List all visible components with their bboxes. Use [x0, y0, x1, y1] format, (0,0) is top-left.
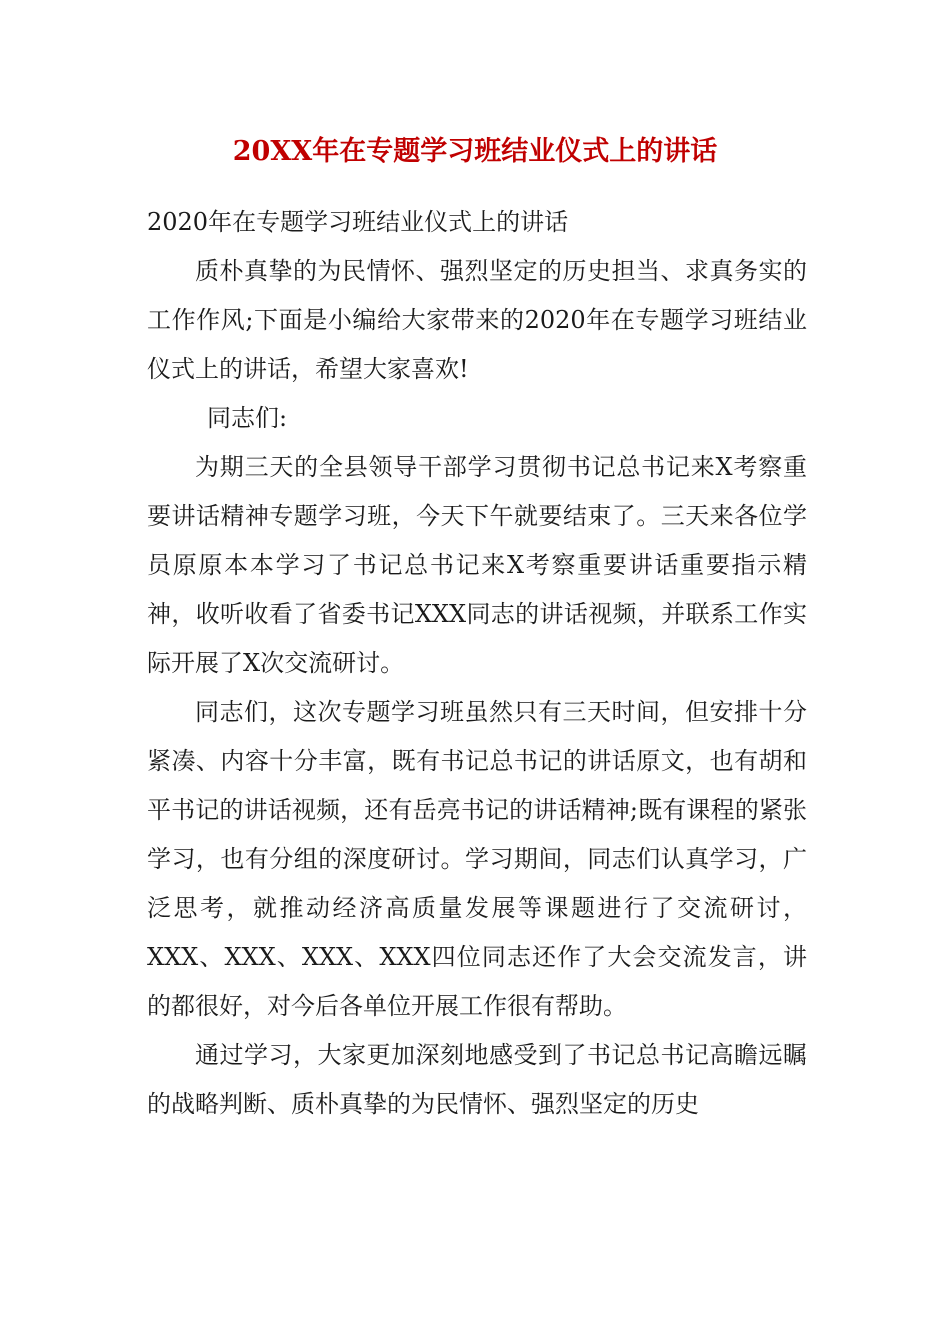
- paragraph-learning: 通过学习，大家更加深刻地感受到了书记总书记高瞻远瞩的战略判断、质朴真挚的为民情怀、强烈坚定的历史: [147, 1041, 807, 1118]
- document-title: 20XX年在专题学习班结业仪式上的讲话: [232, 136, 718, 167]
- paragraph-salutation: 同志们:: [207, 404, 288, 432]
- paragraph-overview: 为期三天的全县领导干部学习贯彻书记总书记来X考察重要讲话精神专题学习班，今天下午就要结束了。三天来各位学员原原本本学习了书记总书记来X考察重要讲话重要指示精神，收听收看了省委书记XXX同志的讲话视频，并联系工作实际开展了X次交流研讨。: [147, 453, 807, 677]
- document-subtitle: 2020年在专题学习班结业仪式上的讲话: [147, 208, 569, 236]
- document-body: [147, 198, 807, 1129]
- paragraph-intro: 质朴真挚的为民情怀、强烈坚定的历史担当、求真务实的工作作风;下面是小编给大家带来的2020年在专题学习班结业仪式上的讲话，希望大家喜欢!: [147, 257, 807, 383]
- paragraph-arrangement: 同志们，这次专题学习班虽然只有三天时间，但安排十分紧凑、内容十分丰富，既有书记总书记的讲话原文，也有胡和平书记的讲话视频，还有岳亮书记的讲话精神;既有课程的紧张学习，也有分组的深度研讨。学习期间，同志们认真学习，广泛思考，就推动经济高质量发展等课题进行了交流研讨，XXX、XXX、XXX、XXX四位同志还作了大会交流发言，讲的都很好，对今后各单位开展工作很有帮助。: [147, 698, 807, 1020]
